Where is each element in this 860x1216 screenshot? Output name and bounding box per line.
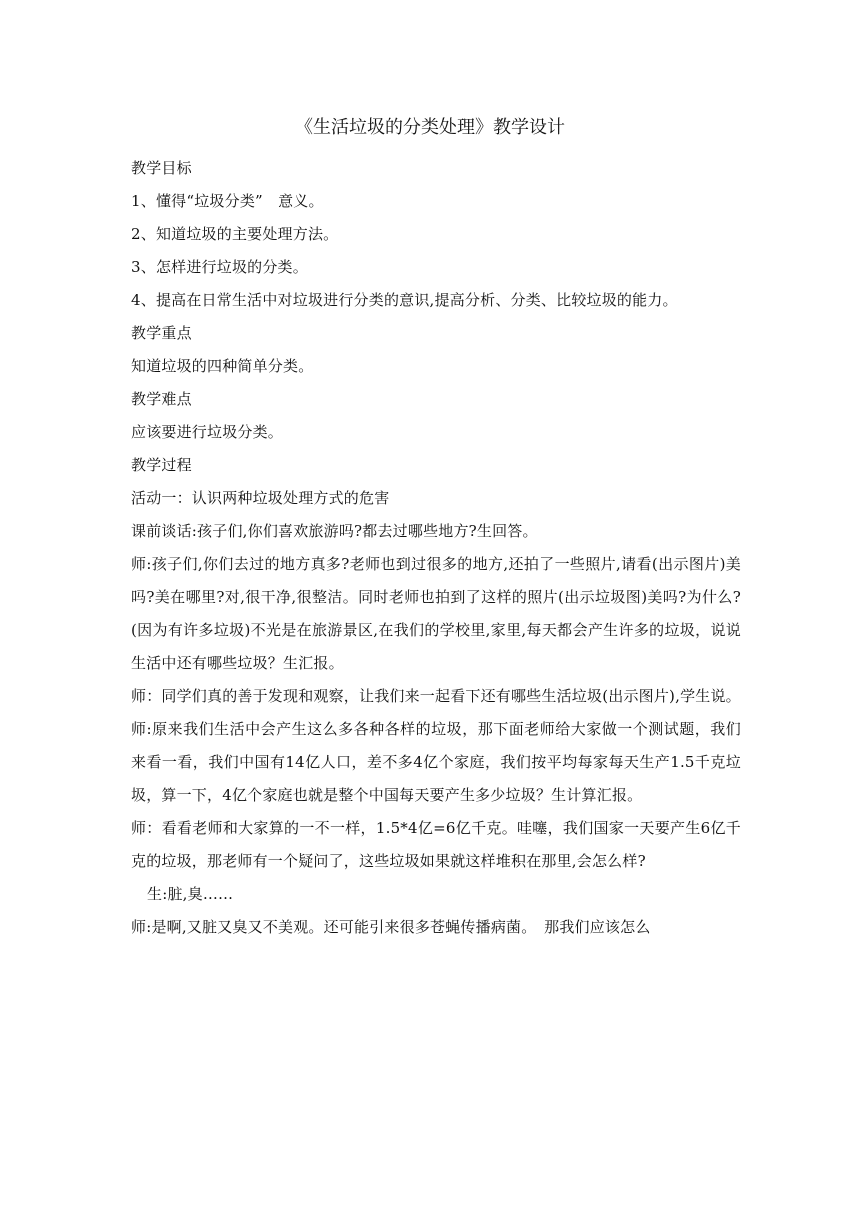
objective-item: 1、懂得“垃圾分类” 意义。 xyxy=(131,192,324,210)
document-title: 《生活垃圾的分类处理》教学设计 xyxy=(295,117,565,138)
heading-objectives: 教学目标 xyxy=(131,159,192,177)
heading-process: 教学过程 xyxy=(131,456,192,474)
paragraph: 师：看看老师和大家算的一不一样，1.5*4亿=6亿千克。哇噻，我们国家一天要产生6亿千克的垃圾，那老师有一个疑问了，这些垃圾如果就这样堆积在那里,会怎么样? xyxy=(131,819,741,870)
difficulty-text: 应该要进行垃圾分类。 xyxy=(131,423,284,441)
paragraph: 课前谈话:孩子们,你们喜欢旅游吗?都去过哪些地方?生回答。 xyxy=(131,522,538,540)
objective-item: 3、怎样进行垃圾的分类。 xyxy=(131,258,308,276)
key-point-text: 知道垃圾的四种简单分类。 xyxy=(131,357,314,375)
objective-item: 4、提高在日常生活中对垃圾进行分类的意识,提高分析、分类、比较垃圾的能力。 xyxy=(131,291,678,309)
heading-difficulties: 教学难点 xyxy=(131,390,192,408)
document-body xyxy=(131,152,741,944)
paragraph: 师：同学们真的善于发现和观察，让我们来一起看下还有哪些生活垃圾(出示图片),学生说。 xyxy=(131,687,741,705)
student-response: 生:脏,臭…… xyxy=(147,885,234,903)
objective-item: 2、知道垃圾的主要处理方法。 xyxy=(131,225,339,243)
heading-key-points: 教学重点 xyxy=(131,324,192,342)
activity-heading: 活动一：认识两种垃圾处理方式的危害 xyxy=(131,489,390,507)
paragraph: 师:孩子们,你们去过的地方真多?老师也到过很多的地方,还拍了一些照片,请看(出示图片)美吗?美在哪里?对,很干净,很整洁。同时老师也拍到了这样的照片(出示垃圾图)美吗?为什么?(因为有许多垃圾)不光是在旅游景区,在我们的学校里,家里,每天都会产生许多的垃圾，说说生活中还有哪些垃圾？生汇报。 xyxy=(131,555,741,672)
paragraph: 师:是啊,又脏又臭又不美观。还可能引来很多苍蝇传播病菌。 那我们应该怎么 xyxy=(131,918,651,936)
paragraph: 师:原来我们生活中会产生这么多各种各样的垃圾，那下面老师给大家做一个测试题，我们来看一看，我们中国有14亿人口，差不多4亿个家庭，我们按平均每家每天生产1.5千克垃圾，算一下，4亿个家庭也就是整个中国每天要产生多少垃圾？生计算汇报。 xyxy=(131,720,741,804)
